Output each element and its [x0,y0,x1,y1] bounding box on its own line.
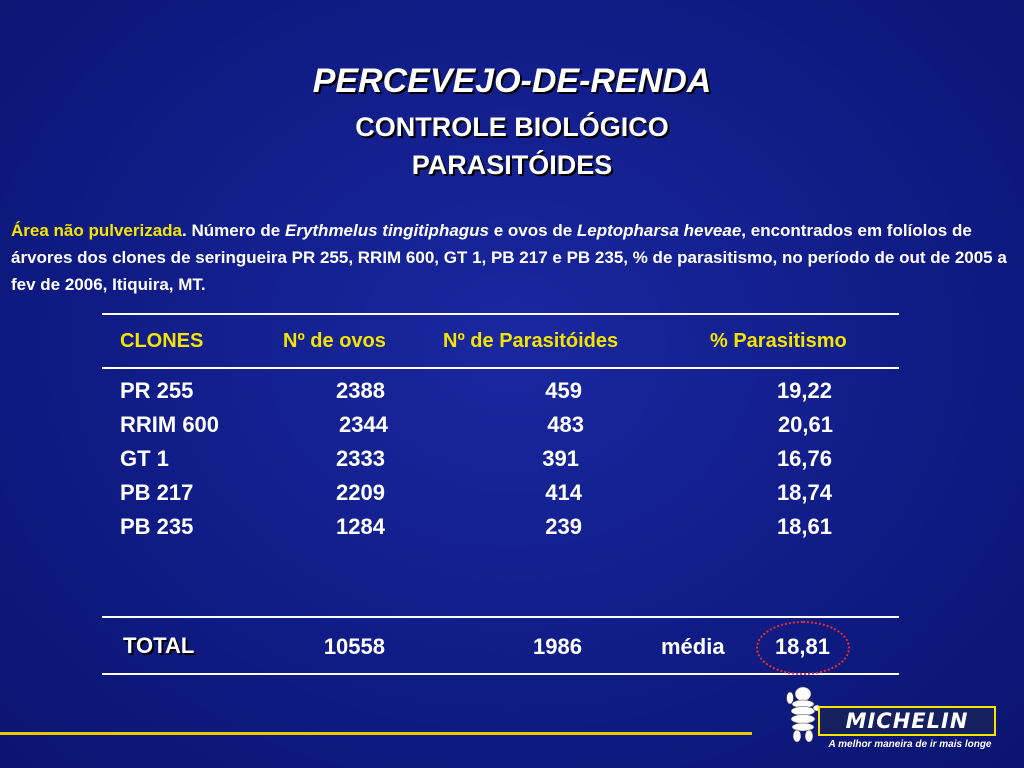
table-top-rule [102,313,899,315]
michelin-logo [818,706,996,736]
footer-rule [0,732,752,735]
intro-paragraph [11,217,1016,298]
subtitle-controle-biologico: CONTROLE BIOLÓGICO [355,112,669,142]
cell-parasitismo: 20,61 [777,412,833,437]
intro-highlight: Área não pulverizada [11,221,183,240]
media-value: 18,81 [774,634,830,659]
cell-parasitismo: 18,74 [776,480,832,505]
cell-clone: PR 255 [120,378,194,403]
cell-parasitismo: 18,61 [776,514,832,539]
header-parasitoides: Nº de Parasitóides [443,330,619,352]
cell-parasitismo: 16,76 [776,446,832,471]
cell-parasitoides: 391 [542,446,579,471]
cell-ovos: 1284 [336,514,385,539]
intro-text-3: , encontrados em folíolos de árvores dos clones de seringueira PR 255, RRIM 600, GT 1, PB 217 e PB 235, % de parasitismo, no período de out de 2005 a fev de 2006, Itiquira, MT. [11,221,1007,294]
intro-species-2: Leptopharsa heveae [576,221,742,240]
cell-clone: PB 235 [120,514,194,539]
intro-text-1: . Número de [182,221,285,240]
highlight-circle [756,621,850,675]
table-header-rule [102,367,899,369]
cell-parasitoides: 414 [545,480,582,505]
header-parasitismo: % Parasitismo [710,330,847,352]
table-bottom-rule [102,673,899,675]
media-label: média [661,634,725,659]
cell-ovos: 2209 [336,480,385,505]
cell-clone: RRIM 600 [120,412,220,437]
cell-ovos: 2344 [339,412,388,437]
table-total-top-rule [102,616,899,618]
cell-clone: PB 217 [120,480,194,505]
cell-parasitoides: 239 [545,514,582,539]
intro-text-2: e ovos de [489,221,577,240]
header-ovos: Nº de ovos [283,330,386,352]
logo-brand: MICHELIN [845,709,969,733]
cell-parasitismo: 19,22 [776,378,832,403]
cell-ovos: 2333 [336,446,385,471]
cell-parasitoides: 459 [545,378,582,403]
cell-clone: GT 1 [120,446,169,471]
intro-species-1: Erythmelus tingitiphagus [284,221,490,240]
cell-parasitoides: 483 [547,412,584,437]
logo-slogan: A melhor maneira de ir mais longe [828,739,992,750]
total-ovos: 10558 [323,634,385,659]
total-parasitoides: 1986 [533,634,582,659]
header-clones: CLONES [120,330,204,352]
total-label: TOTAL [123,633,195,658]
cell-ovos: 2388 [336,378,385,403]
page-title: PERCEVEJO-DE-RENDA [312,62,712,100]
subtitle-parasitoides: PARASITÓIDES [411,150,613,180]
